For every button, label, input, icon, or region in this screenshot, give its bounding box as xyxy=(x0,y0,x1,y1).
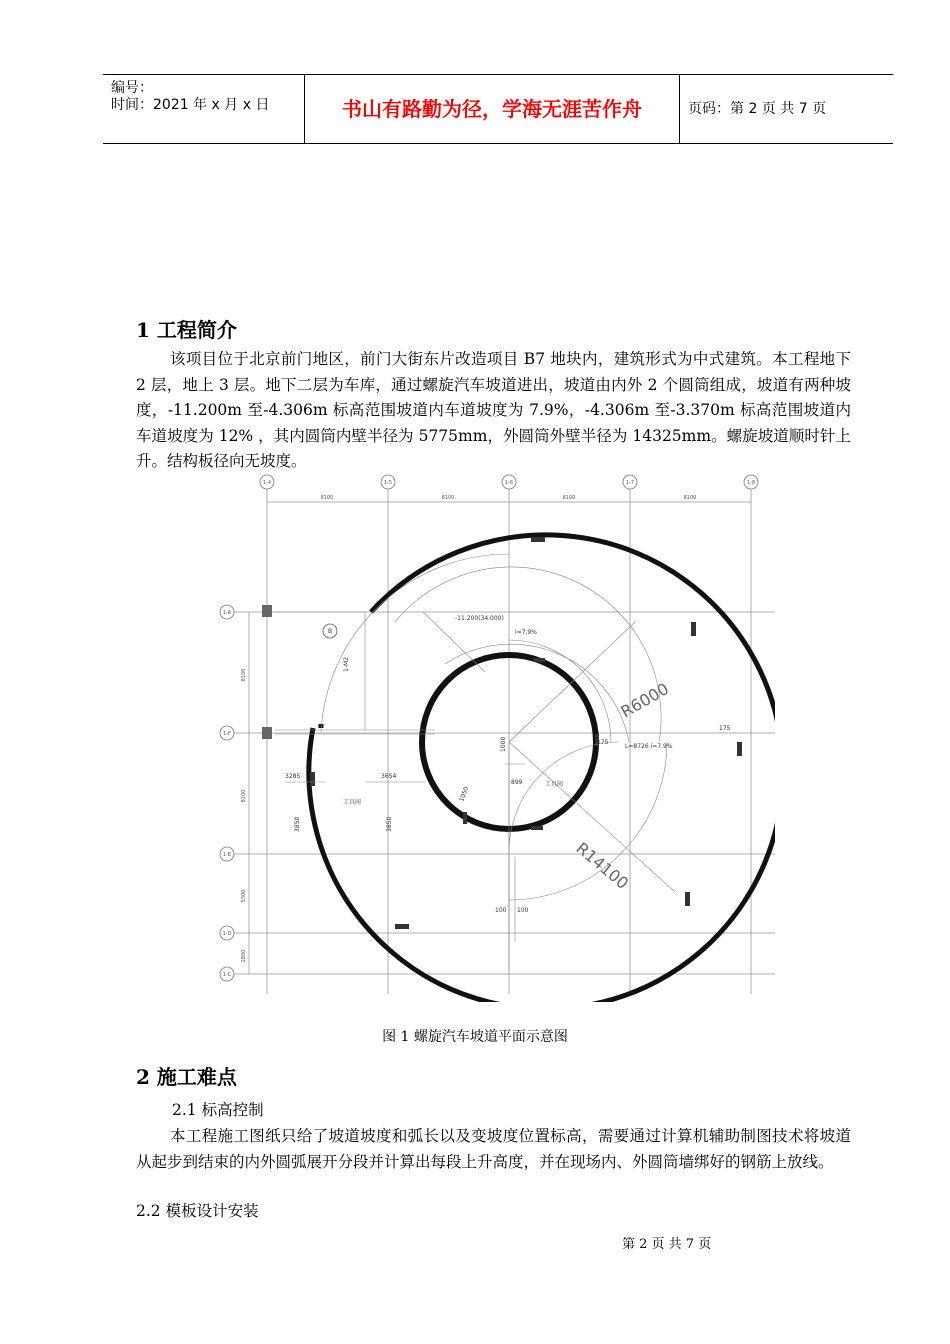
label-slope-2: L=8726 i=7.9% xyxy=(625,743,673,750)
label-100-b: 100 xyxy=(517,907,529,914)
label-3850-a: 3850 xyxy=(294,816,301,832)
label-room-2: 工具间 xyxy=(545,781,564,788)
label-vertical: 1-M2 xyxy=(343,657,350,672)
label-1050: 1050 xyxy=(458,785,471,803)
axis-top-4: 1-7 xyxy=(625,480,635,486)
span-left-3: 5300 xyxy=(241,889,247,903)
axis-top-1: 1-4 xyxy=(262,480,272,486)
label-b: B xyxy=(327,628,333,635)
axis-left-1: 1-A xyxy=(222,610,232,616)
subsection-2-2: 2.2 模板设计安装 xyxy=(136,1202,259,1220)
span-top-4: 8100 xyxy=(683,495,697,501)
span-top-1: 8100 xyxy=(320,495,334,501)
span-left-2: 8100 xyxy=(241,789,247,803)
section1-title: 1 工程简介 xyxy=(136,318,237,342)
span-left-1: 8100 xyxy=(241,668,247,682)
label-100-a: 100 xyxy=(495,907,507,914)
header-motto: 书山有路勤为径，学海无涯苦作舟 xyxy=(304,75,680,143)
label-899: 899 xyxy=(511,779,523,786)
label-3285: 3285 xyxy=(285,773,301,780)
section1-paragraph: 该项目位于北京前门地区，前门大街东片改造项目 B7 地块内，建筑形式为中式建筑。本工程地下 2 层，地上 3 层。地下二层为车库，通过螺旋汽车坡道进出，坡道由内外 2 个圆筒组成，坡道有两种坡度，-11.200m 至-4.306m 标高范围坡道内车道坡度为 7.9%，-4.306m 至-3.370m 标高范围坡道内车道坡度为 12% ，其内圆筒内壁半径为 5775mm，外圆筒外壁半径为 14325mm。螺旋坡道顺时针上升。结构板径向无坡度。 xyxy=(136,350,851,470)
page-header xyxy=(103,74,893,144)
label-r14100: R14100 xyxy=(572,838,633,893)
axis-top-5: 1-8 xyxy=(746,480,756,486)
span-top-3: 8100 xyxy=(562,495,576,501)
label-room-1: 工具间 xyxy=(343,799,362,806)
span-left-4: 2800 xyxy=(241,949,247,963)
spiral-ramp-plan-drawing xyxy=(215,472,775,1002)
axis-left-5: 1-C xyxy=(222,972,232,978)
axis-left-3: 1-E xyxy=(222,852,232,858)
header-info-cell xyxy=(103,75,303,143)
axis-left-2: 1-F xyxy=(223,731,231,737)
label-175-a: 175 xyxy=(597,739,609,746)
axis-top-2: 1-5 xyxy=(383,480,393,486)
span-top-2: 8100 xyxy=(441,495,455,501)
page-footer: 第 2 页 共 7 页 xyxy=(622,1237,712,1252)
label-175-b: 175 xyxy=(719,725,731,732)
figure-caption: 图 1 螺旋汽车坡道平面示意图 xyxy=(382,1029,568,1045)
header-page-code: 页码：第 2 页 共 7 页 xyxy=(688,101,827,117)
label-3850-b: 3850 xyxy=(386,816,393,832)
time-label: 时间：2021 年 x 月 x 日 xyxy=(111,97,270,113)
label-elevation: -11.200(34.000) xyxy=(455,615,504,622)
label-slope-1: i=7.9% xyxy=(515,629,537,636)
section2-title: 2 施工难点 xyxy=(136,1065,237,1089)
subsection-2-1: 2.1 标高控制 xyxy=(172,1101,264,1119)
axis-left-4: 1-D xyxy=(222,931,232,937)
section2-paragraph: 本工程施工图纸只给了坡道坡度和弧长以及变坡度位置标高，需要通过计算机辅助制图技术将坡道从起步到结束的内外圆弧展开分段并计算出每段上升高度，并在现场内、外圆筒墙绑好的钢筋上放线。 xyxy=(136,1127,851,1171)
label-r6000: R6000 xyxy=(617,679,672,722)
label-1000: 1000 xyxy=(500,736,507,752)
code-label: 编号： xyxy=(111,80,153,96)
axis-top-3: 1-6 xyxy=(504,480,514,486)
label-3654: 3654 xyxy=(381,773,397,780)
